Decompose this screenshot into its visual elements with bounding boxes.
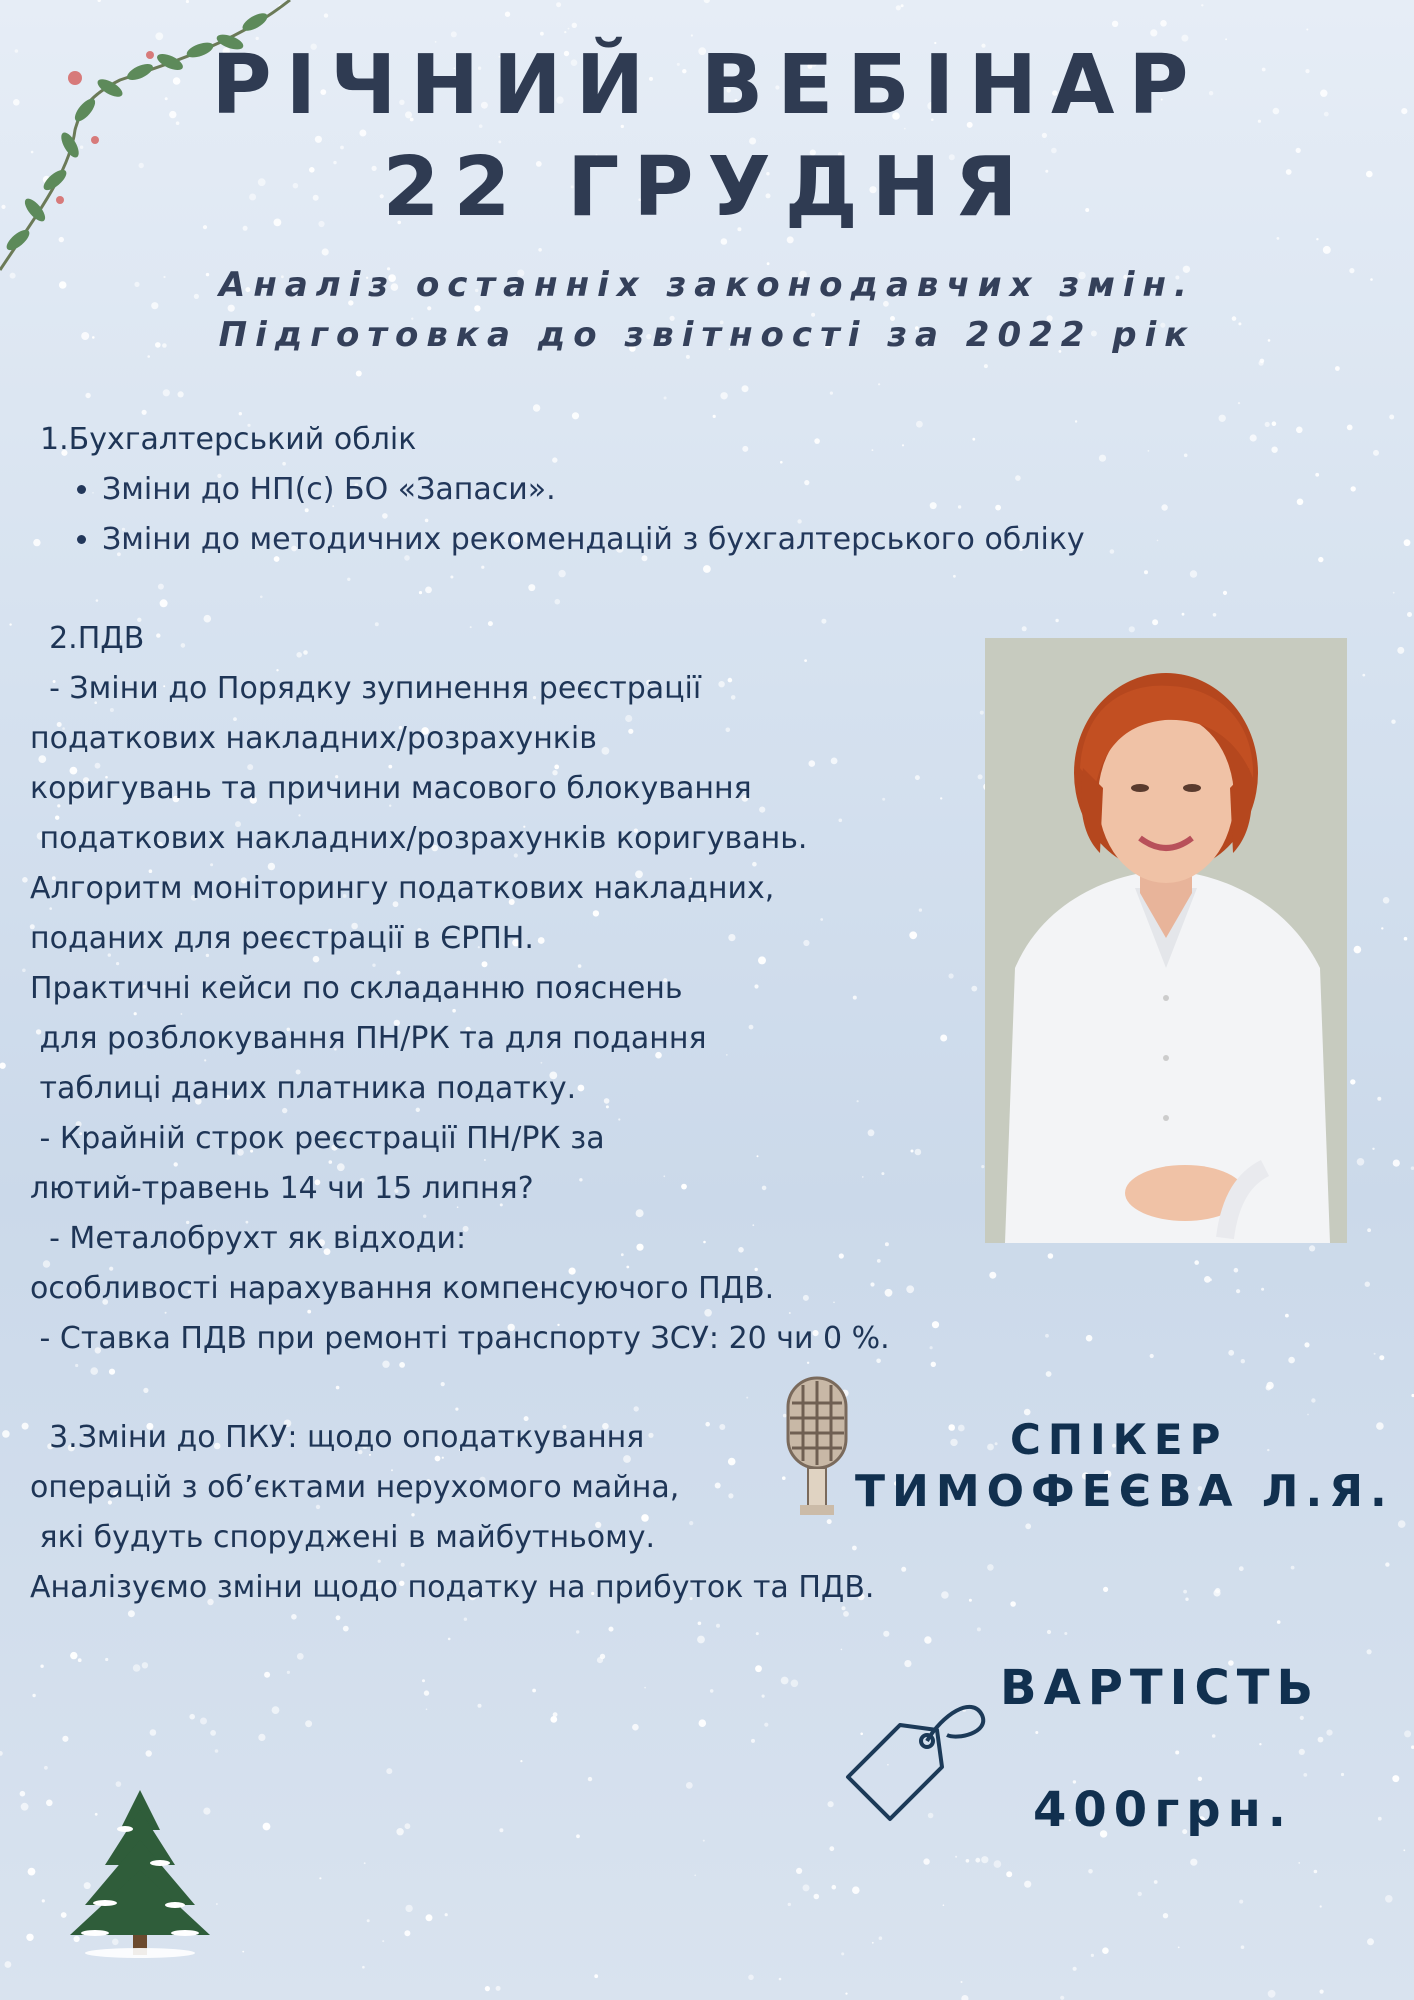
section-accounting-title: 1.Бухгалтерський облік — [40, 422, 417, 457]
price-value: 400грн. — [1033, 1782, 1294, 1838]
price-tag-icon — [832, 1685, 992, 1845]
title-line-1: РІЧНИЙ ВЕБІНАР — [211, 38, 1203, 133]
microphone-icon — [778, 1373, 858, 1518]
section-accounting-bullets — [40, 465, 1340, 565]
price-label: ВАРТІСТЬ — [1000, 1660, 1321, 1716]
speaker-name: ТИМОФЕЄВА Л.Я. — [855, 1466, 1394, 1517]
subtitle-line-1: Аналіз останніх законодавчих змін. — [219, 265, 1195, 305]
christmas-tree-icon — [65, 1785, 215, 1960]
section-vat: 2.ПДВ - Зміни до Порядку зупинення реєстрації податкових накладних/розрахунків коригувань та причини масового блокування податкових накладних/розрахунків коригувань. Алгоритм моніторингу податкових накладних, поданих для реєстрації в ЄРПН. Практичні кейси по складанню пояснень для розблокування ПН/РК та для подання таблиці даних платника податку. - Крайній строк реєстрації ПН/РК за лютий-травень 14 чи 15 липня? - Металобрухт як відходи: особливості нарахування компенсуючого ПДВ. - Ставка ПДВ при ремонті транспорту ЗСУ: 20 чи 0 %. — [30, 621, 890, 1356]
section-tax-code: 3.Зміни до ПКУ: щодо оподаткування операцій з об’єктами нерухомого майна, які будуть споруджені в майбутньому. Аналізуємо зміни щодо податку на прибуток та ПДВ. — [30, 1420, 875, 1605]
speaker-label: СПІКЕР — [1010, 1415, 1228, 1464]
section-accounting — [40, 415, 1340, 565]
list-item: • Зміни до методичних рекомендацій з бухгалтерського обліку — [102, 515, 1340, 565]
speaker-photo — [985, 638, 1347, 1243]
list-item: • Зміни до НП(с) БО «Запаси». — [102, 465, 1340, 515]
subtitle-line-2: Підготовка до звітності за 2022 рік — [218, 315, 1196, 355]
title-line-2: 22 ГРУДНЯ — [382, 140, 1032, 235]
